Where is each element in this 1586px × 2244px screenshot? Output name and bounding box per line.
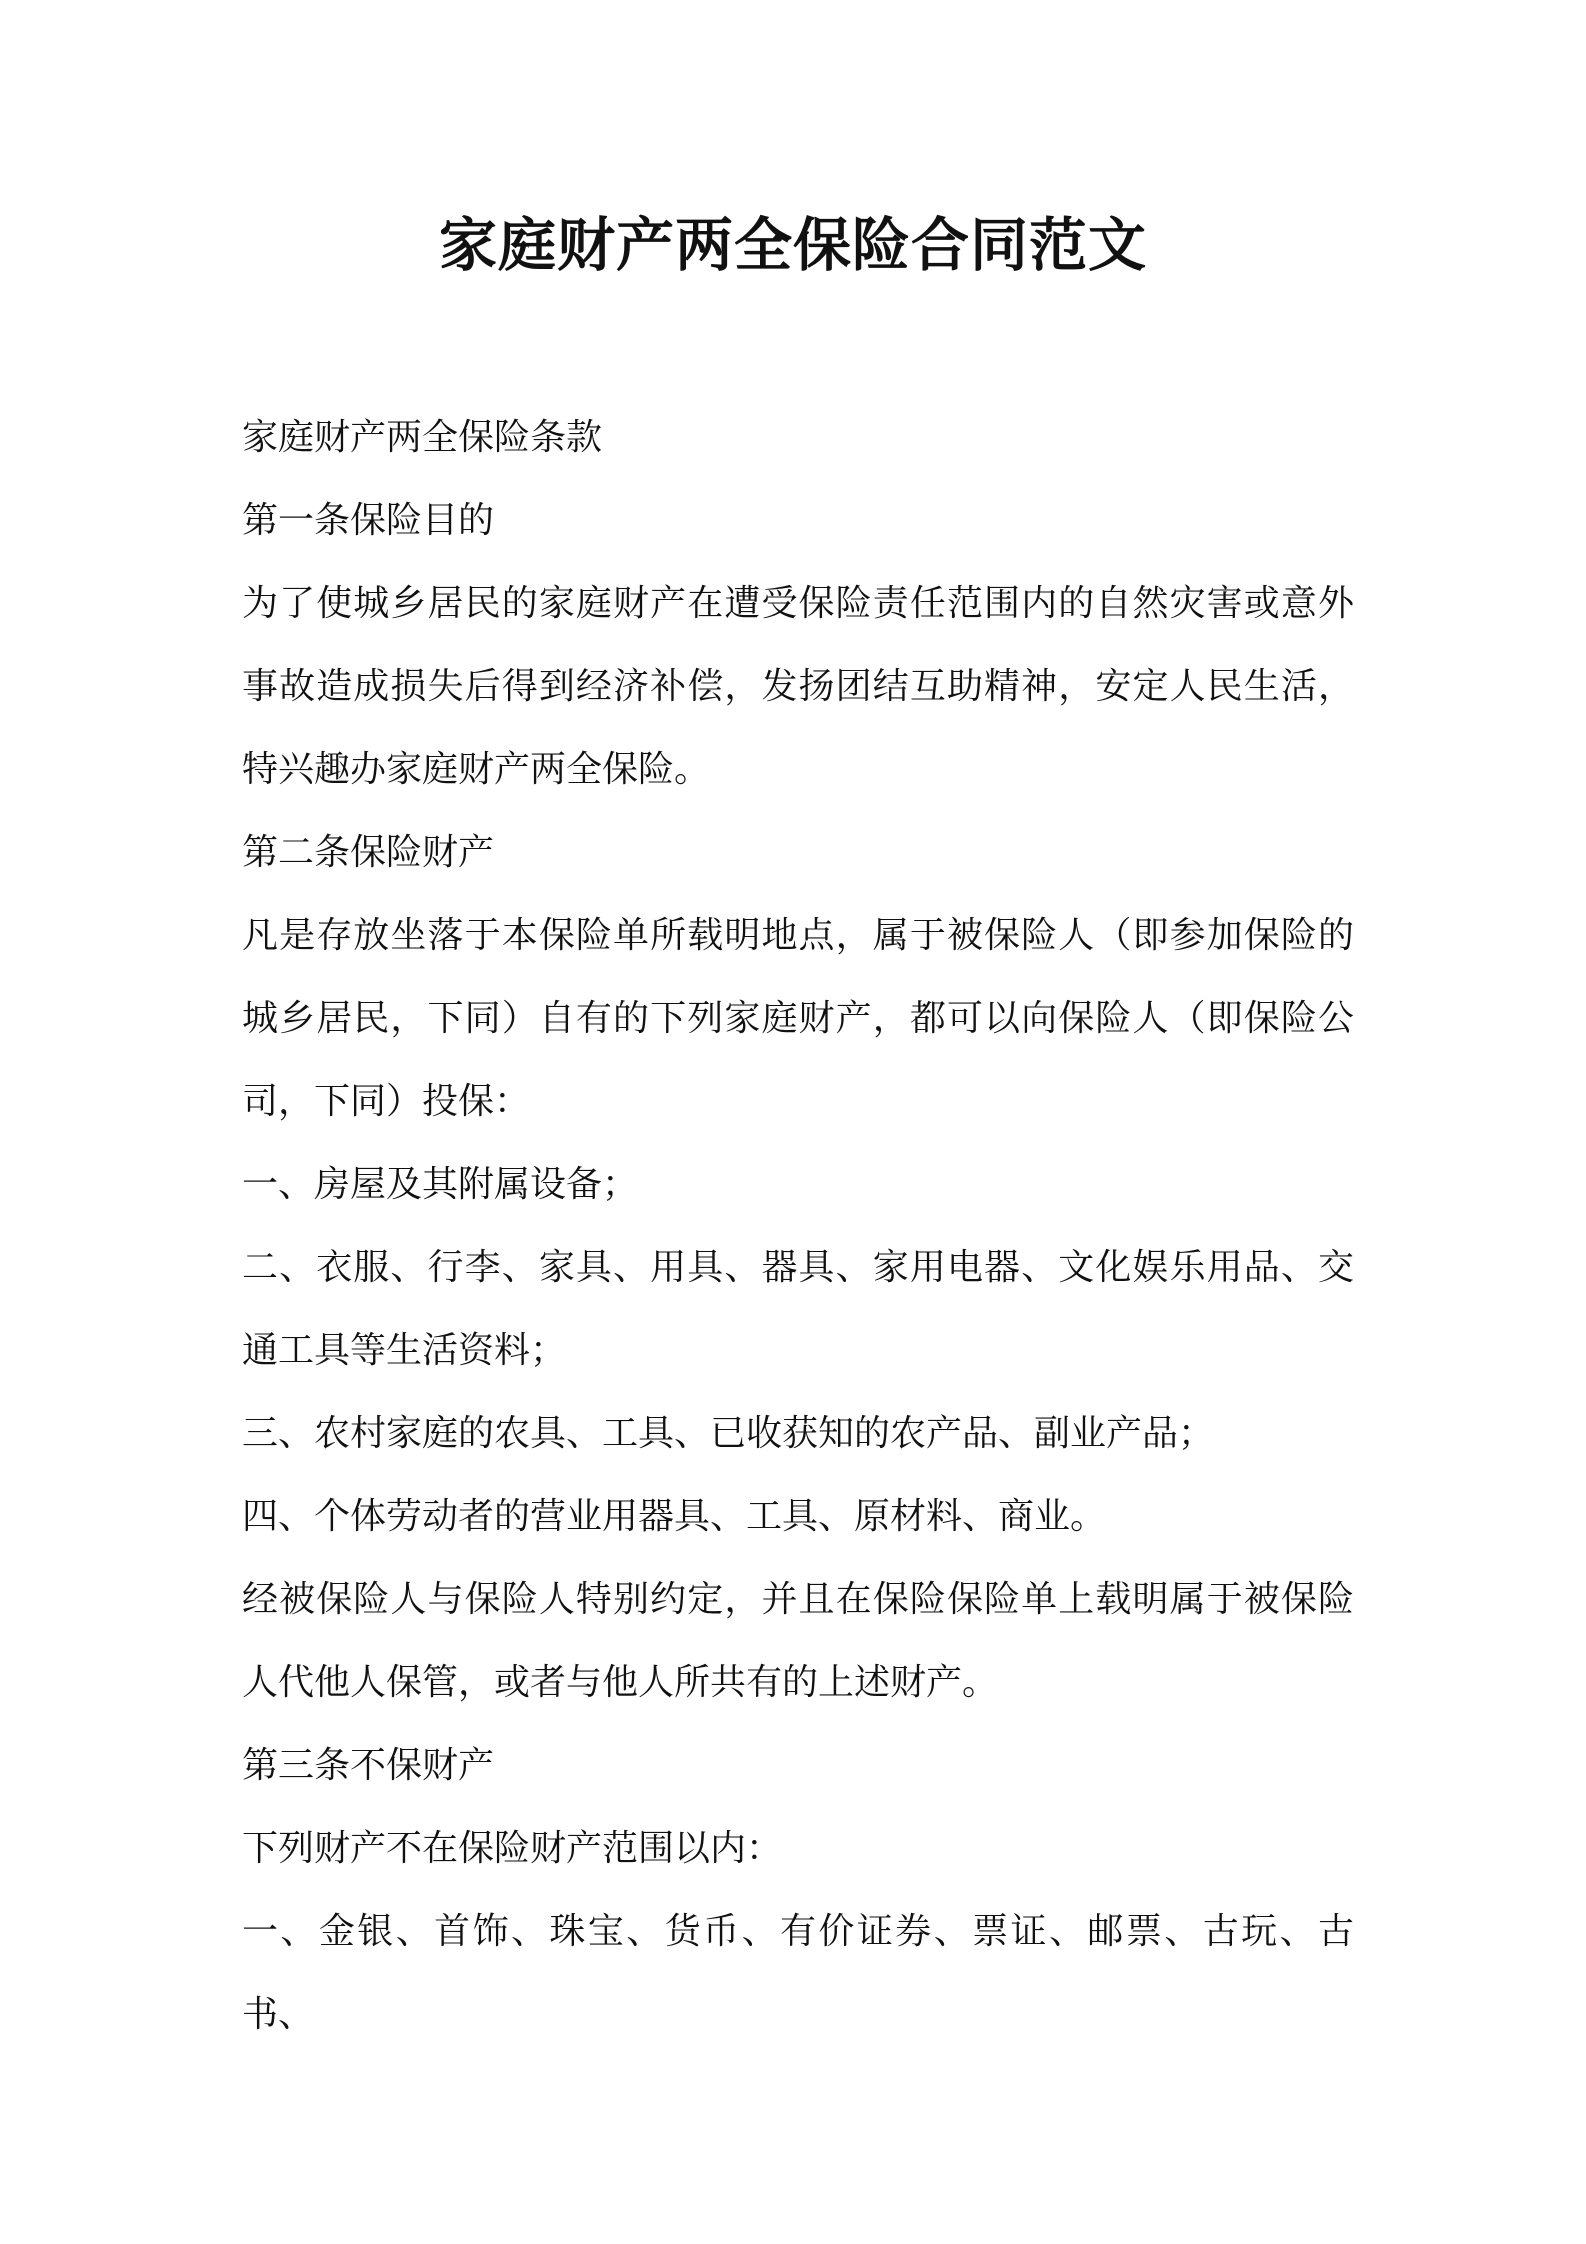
article-2-item-4: 四、个体劳动者的营业用器具、工具、原材料、商业。	[242, 1496, 1107, 1537]
article-2-item-1: 一、房屋及其附属设备；	[242, 1164, 639, 1205]
article-2-item-3: 三、农村家庭的农具、工具、已收获知的农产品、副业产品；	[242, 1413, 1215, 1454]
section-heading-clauses: 家庭财产两全保险条款	[242, 417, 603, 458]
document-title: 家庭财产两全保险合同范文	[438, 211, 1147, 279]
article-heading-3: 第三条不保财产	[242, 1745, 495, 1786]
document-body	[242, 396, 1354, 2056]
article-2-text: 凡是存放坐落于本保险单所载明地点，属于被保险人（即参加保险的城乡居民，下同）自有的下列家庭财产，都可以向保险人（即保险公司，下同）投保：	[242, 915, 1354, 1122]
article-2-item-2: 二、衣服、行李、家具、用具、器具、家用电器、文化娱乐用品、交通工具等生活资料；	[242, 1247, 1354, 1371]
article-3-item-1: 一、金银、首饰、珠宝、货币、有价证券、票证、邮票、古玩、古书、	[242, 1911, 1354, 2035]
article-2-extra-text: 经被保险人与保险人特别约定，并且在保险保险单上载明属于被保险人代他人保管，或者与他人所共有的上述财产。	[242, 1579, 1354, 1703]
article-heading-2: 第二条保险财产	[242, 832, 495, 873]
article-1-text: 为了使城乡居民的家庭财产在遭受保险责任范围内的自然灾害或意外事故造成损失后得到经济补偿，发扬团结互助精神，安定人民生活，特兴趣办家庭财产两全保险。	[242, 583, 1354, 790]
article-heading-1: 第一条保险目的	[242, 500, 495, 541]
article-3-text: 下列财产不在保险财产范围以内：	[242, 1828, 783, 1869]
